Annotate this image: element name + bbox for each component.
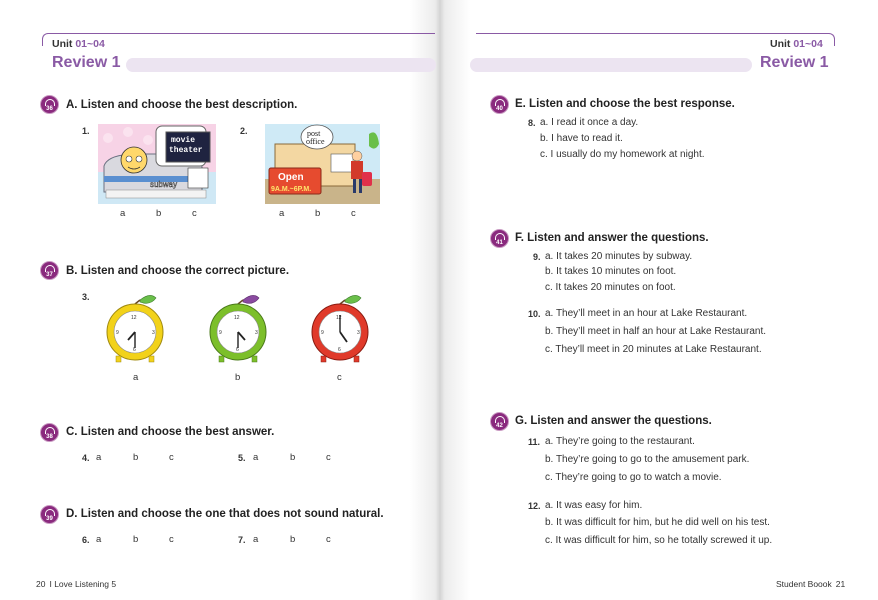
svg-text:9: 9 bbox=[321, 330, 324, 336]
choice-6c[interactable]: c bbox=[169, 534, 174, 545]
choice-1a[interactable]: a bbox=[120, 208, 126, 219]
choice-4c[interactable]: c bbox=[169, 452, 174, 463]
picture-text-open: Open bbox=[278, 172, 304, 183]
option-9c[interactable]: c. It takes 20 minutes on foot. bbox=[545, 282, 676, 293]
clock-a-picture bbox=[104, 290, 166, 364]
question-12-number: 12. bbox=[528, 501, 541, 511]
svg-text:6: 6 bbox=[338, 347, 341, 353]
section-d-title: D. Listen and choose the one that does not sound natural. bbox=[66, 508, 384, 520]
right-title-bar bbox=[470, 58, 752, 72]
choice-5a[interactable]: a bbox=[253, 452, 259, 463]
choice-3a[interactable]: a bbox=[133, 372, 139, 383]
svg-text:12: 12 bbox=[336, 315, 342, 321]
option-12b[interactable]: b. It was difficult for him, but he did well on his test. bbox=[545, 517, 770, 528]
picture-text-theater: theater bbox=[169, 146, 203, 155]
clock-b-picture bbox=[207, 290, 269, 364]
right-review-title: Review 1 bbox=[760, 54, 829, 71]
picture-text-subway: subway bbox=[150, 180, 178, 189]
left-unit-label: Unit 01~04 bbox=[52, 38, 105, 50]
choice-7b[interactable]: b bbox=[290, 534, 296, 545]
question-7-number: 7. bbox=[238, 535, 246, 545]
picture-text-post: post bbox=[307, 129, 321, 138]
option-8a[interactable]: a. I read it once a day. bbox=[540, 117, 639, 128]
question-9-number: 9. bbox=[533, 252, 541, 262]
headphones-icon[interactable]: 37 bbox=[40, 261, 59, 280]
option-12c[interactable]: c. It was difficult for him, so he totally screwed it up. bbox=[545, 535, 773, 546]
option-10b[interactable]: b. They’ll meet in half an hour at Lake Restaurant. bbox=[545, 326, 767, 337]
option-11c[interactable]: c. They’re going to go to watch a movie. bbox=[545, 472, 722, 483]
page-gutter bbox=[410, 0, 470, 600]
left-review-title: Review 1 bbox=[52, 54, 121, 71]
headphones-icon[interactable]: 39 bbox=[40, 505, 59, 524]
question-8-number: 8. bbox=[528, 118, 536, 128]
choice-3b[interactable]: b bbox=[235, 372, 241, 383]
svg-text:9: 9 bbox=[116, 330, 119, 336]
option-9a[interactable]: a. It takes 20 minutes by subway. bbox=[545, 251, 693, 262]
choice-5c[interactable]: c bbox=[326, 452, 331, 463]
headphones-icon[interactable]: 38 bbox=[40, 423, 59, 442]
option-9b[interactable]: b. It takes 10 minutes on foot. bbox=[545, 266, 677, 277]
right-unit-label: Unit 01~04 bbox=[770, 38, 823, 50]
headphones-icon[interactable]: 40 bbox=[490, 95, 509, 114]
option-10a[interactable]: a. They’ll meet in an hour at Lake Restaurant. bbox=[545, 308, 748, 319]
section-f-title: F. Listen and answer the questions. bbox=[515, 232, 709, 244]
option-11b[interactable]: b. They’re going to go to the amusement park. bbox=[545, 454, 750, 465]
svg-text:9: 9 bbox=[219, 330, 222, 336]
question-10-number: 10. bbox=[528, 309, 541, 319]
choice-4a[interactable]: a bbox=[96, 452, 102, 463]
headphones-icon[interactable]: 42 bbox=[490, 412, 509, 431]
question-3-number: 3. bbox=[82, 292, 90, 302]
left-footer: 20 I Love Listening 5 bbox=[36, 579, 117, 589]
svg-text:6: 6 bbox=[236, 347, 239, 353]
svg-text:3: 3 bbox=[255, 330, 258, 336]
question-5-number: 5. bbox=[238, 453, 246, 463]
headphones-icon[interactable]: 36 bbox=[40, 95, 59, 114]
option-12a[interactable]: a. It was easy for him. bbox=[545, 500, 643, 511]
choice-3c[interactable]: c bbox=[337, 372, 342, 383]
section-a-title: A. Listen and choose the best description. bbox=[66, 99, 298, 111]
choice-7a[interactable]: a bbox=[253, 534, 259, 545]
headphones-icon[interactable]: 41 bbox=[490, 229, 509, 248]
picture-text-movie: movie bbox=[171, 136, 196, 145]
question-1-number: 1. bbox=[82, 126, 90, 136]
question-4-number: 4. bbox=[82, 453, 90, 463]
picture-text-office: office bbox=[306, 137, 325, 146]
clock-c-picture bbox=[309, 290, 371, 364]
svg-text:12: 12 bbox=[131, 315, 137, 321]
choice-1c[interactable]: c bbox=[192, 208, 197, 219]
section-g-title: G. Listen and answer the questions. bbox=[515, 415, 712, 427]
choice-2b[interactable]: b bbox=[315, 208, 321, 219]
subway-movie-theater-picture bbox=[98, 124, 216, 204]
left-title-bar bbox=[126, 58, 436, 72]
choice-4b[interactable]: b bbox=[133, 452, 139, 463]
svg-text:3: 3 bbox=[152, 330, 155, 336]
svg-text:6: 6 bbox=[133, 347, 136, 353]
option-8c[interactable]: c. I usually do my homework at night. bbox=[540, 149, 705, 160]
option-10c[interactable]: c. They’ll meet in 20 minutes at Lake Restaurant. bbox=[545, 344, 762, 355]
choice-5b[interactable]: b bbox=[290, 452, 296, 463]
right-footer: Student Boook 21 bbox=[776, 579, 846, 589]
picture-text-hours: 9A.M.~6P.M. bbox=[271, 186, 312, 193]
choice-2a[interactable]: a bbox=[279, 208, 285, 219]
choice-7c[interactable]: c bbox=[326, 534, 331, 545]
question-2-number: 2. bbox=[240, 126, 248, 136]
post-office-picture bbox=[265, 124, 380, 204]
choice-2c[interactable]: c bbox=[351, 208, 356, 219]
section-b-title: B. Listen and choose the correct picture. bbox=[66, 265, 290, 277]
section-e-title: E. Listen and choose the best response. bbox=[515, 98, 735, 110]
svg-text:3: 3 bbox=[357, 330, 360, 336]
choice-6b[interactable]: b bbox=[133, 534, 139, 545]
question-6-number: 6. bbox=[82, 535, 90, 545]
question-11-number: 11. bbox=[528, 437, 541, 447]
option-11a[interactable]: a. They’re going to the restaurant. bbox=[545, 436, 695, 447]
option-8b[interactable]: b. I have to read it. bbox=[540, 133, 623, 144]
svg-text:12: 12 bbox=[234, 315, 240, 321]
choice-6a[interactable]: a bbox=[96, 534, 102, 545]
section-c-title: C. Listen and choose the best answer. bbox=[66, 426, 275, 438]
choice-1b[interactable]: b bbox=[156, 208, 162, 219]
